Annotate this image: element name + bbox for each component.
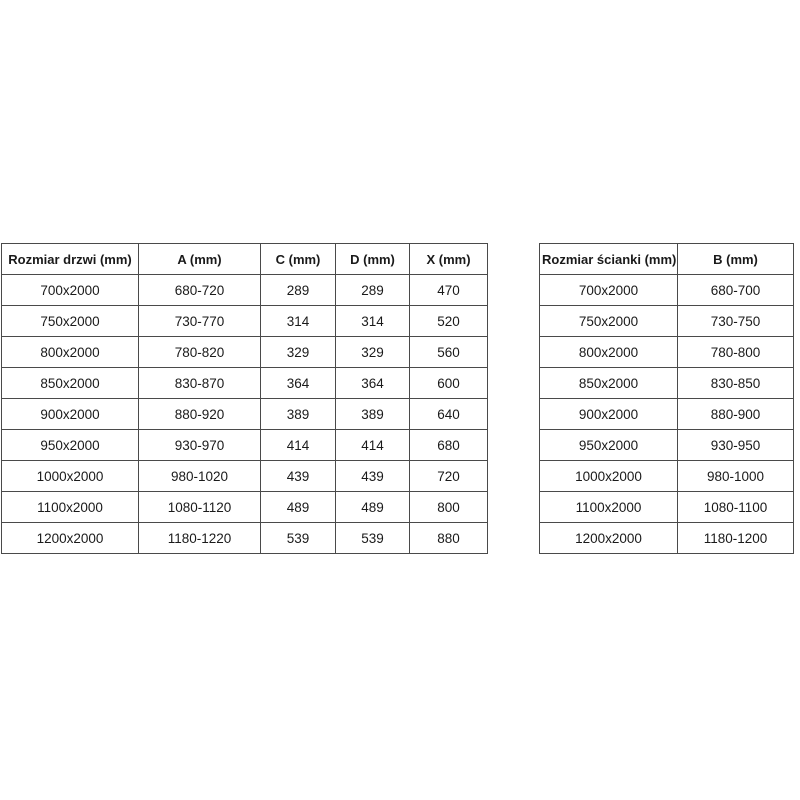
table-cell: 329 xyxy=(336,337,410,368)
table-cell: 1100x2000 xyxy=(2,492,139,523)
table-cell: 389 xyxy=(336,399,410,430)
table-cell: 830-870 xyxy=(139,368,261,399)
table-row xyxy=(540,337,794,368)
table-cell: 539 xyxy=(261,523,336,554)
table-cell: 780-820 xyxy=(139,337,261,368)
table-row xyxy=(2,399,488,430)
wall-dimensions-table xyxy=(539,243,794,554)
table-cell: 1080-1120 xyxy=(139,492,261,523)
column-header: X (mm) xyxy=(410,244,488,275)
table-cell: 600 xyxy=(410,368,488,399)
table-cell: 700x2000 xyxy=(540,275,678,306)
table-cell: 489 xyxy=(336,492,410,523)
table-cell: 930-950 xyxy=(678,430,794,461)
table-cell: 750x2000 xyxy=(540,306,678,337)
table-cell: 850x2000 xyxy=(540,368,678,399)
table-row xyxy=(540,399,794,430)
table-cell: 930-970 xyxy=(139,430,261,461)
table-row xyxy=(540,368,794,399)
table-cell: 640 xyxy=(410,399,488,430)
column-header: A (mm) xyxy=(139,244,261,275)
table-row xyxy=(2,368,488,399)
column-header: Rozmiar ścianki (mm) xyxy=(540,244,678,275)
table-cell: 950x2000 xyxy=(540,430,678,461)
table-cell: 1100x2000 xyxy=(540,492,678,523)
table-cell: 539 xyxy=(336,523,410,554)
column-header: Rozmiar drzwi (mm) xyxy=(2,244,139,275)
table-cell: 314 xyxy=(261,306,336,337)
table-cell: 720 xyxy=(410,461,488,492)
table-cell: 470 xyxy=(410,275,488,306)
wall-table-header-row xyxy=(540,244,794,275)
table-cell: 730-770 xyxy=(139,306,261,337)
table-cell: 414 xyxy=(336,430,410,461)
table-cell: 289 xyxy=(336,275,410,306)
table-cell: 314 xyxy=(336,306,410,337)
table-cell: 414 xyxy=(261,430,336,461)
table-cell: 364 xyxy=(261,368,336,399)
table-cell: 364 xyxy=(336,368,410,399)
table-cell: 1200x2000 xyxy=(540,523,678,554)
table-row xyxy=(2,337,488,368)
table-cell: 700x2000 xyxy=(2,275,139,306)
table-cell: 289 xyxy=(261,275,336,306)
column-header: D (mm) xyxy=(336,244,410,275)
table-cell: 780-800 xyxy=(678,337,794,368)
table-cell: 900x2000 xyxy=(2,399,139,430)
table-row xyxy=(2,306,488,337)
table-cell: 1180-1200 xyxy=(678,523,794,554)
table-cell: 1080-1100 xyxy=(678,492,794,523)
table-row xyxy=(2,492,488,523)
table-cell: 900x2000 xyxy=(540,399,678,430)
table-cell: 730-750 xyxy=(678,306,794,337)
table-row xyxy=(540,275,794,306)
column-header: B (mm) xyxy=(678,244,794,275)
table-row xyxy=(540,306,794,337)
table-cell: 489 xyxy=(261,492,336,523)
table-row xyxy=(2,275,488,306)
table-cell: 880-900 xyxy=(678,399,794,430)
table-cell: 1000x2000 xyxy=(540,461,678,492)
table-cell: 950x2000 xyxy=(2,430,139,461)
table-cell: 439 xyxy=(336,461,410,492)
table-cell: 439 xyxy=(261,461,336,492)
table-cell: 1180-1220 xyxy=(139,523,261,554)
table-row xyxy=(2,523,488,554)
table-row xyxy=(540,523,794,554)
table-cell: 800x2000 xyxy=(2,337,139,368)
table-cell: 560 xyxy=(410,337,488,368)
table-row xyxy=(2,430,488,461)
door-dimensions-table xyxy=(1,243,488,554)
table-cell: 1000x2000 xyxy=(2,461,139,492)
table-cell: 1200x2000 xyxy=(2,523,139,554)
table-cell: 329 xyxy=(261,337,336,368)
table-cell: 880 xyxy=(410,523,488,554)
table-cell: 680-700 xyxy=(678,275,794,306)
table-row xyxy=(540,430,794,461)
table-cell: 850x2000 xyxy=(2,368,139,399)
table-cell: 980-1020 xyxy=(139,461,261,492)
table-cell: 830-850 xyxy=(678,368,794,399)
table-row xyxy=(540,461,794,492)
table-cell: 680-720 xyxy=(139,275,261,306)
table-row xyxy=(540,492,794,523)
table-cell: 750x2000 xyxy=(2,306,139,337)
table-row xyxy=(2,461,488,492)
table-cell: 520 xyxy=(410,306,488,337)
table-cell: 389 xyxy=(261,399,336,430)
table-cell: 980-1000 xyxy=(678,461,794,492)
table-cell: 800x2000 xyxy=(540,337,678,368)
table-cell: 680 xyxy=(410,430,488,461)
table-cell: 880-920 xyxy=(139,399,261,430)
table-cell: 800 xyxy=(410,492,488,523)
column-header: C (mm) xyxy=(261,244,336,275)
door-table-header-row xyxy=(2,244,488,275)
